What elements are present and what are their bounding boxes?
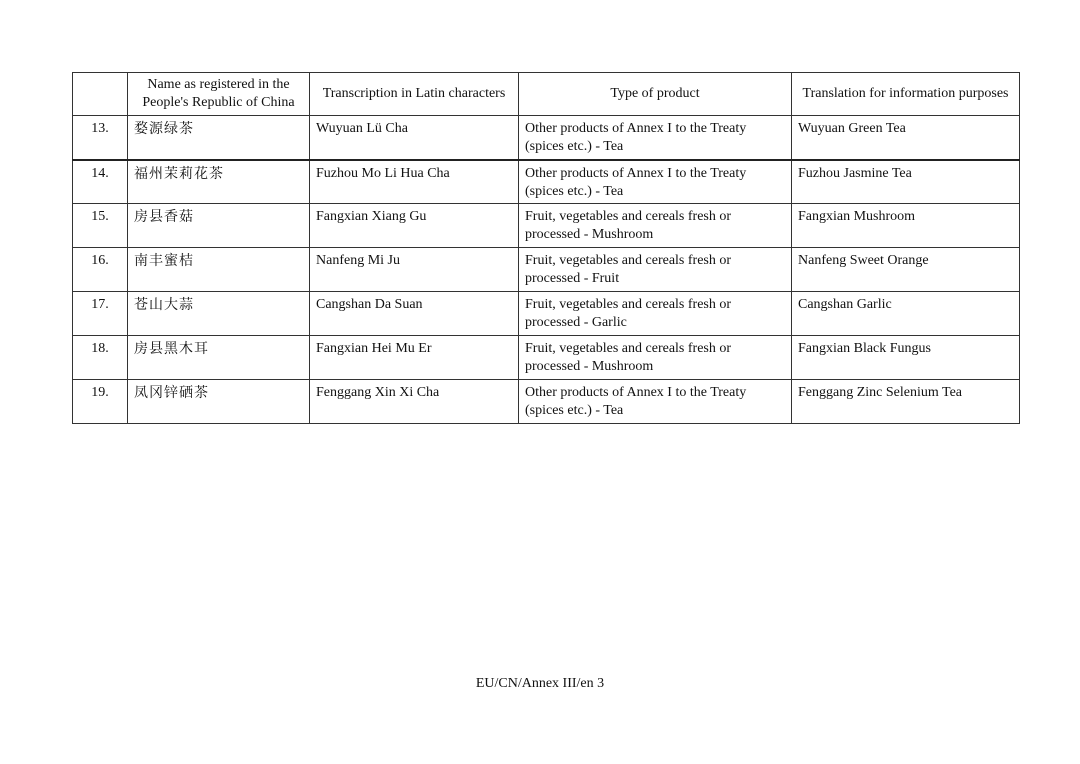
row-chinese-name: 房县黑木耳 bbox=[128, 336, 310, 380]
row-chinese-name: 苍山大蒜 bbox=[128, 292, 310, 336]
table-row bbox=[73, 380, 1020, 424]
header-translation: Translation for information purposes bbox=[792, 73, 1020, 116]
header-name-prc: Name as registered in the People's Republic of China bbox=[128, 73, 310, 116]
table-row bbox=[73, 292, 1020, 336]
row-chinese-name: 房县香菇 bbox=[128, 204, 310, 248]
geographical-indications-table bbox=[72, 72, 1020, 424]
table-row bbox=[73, 204, 1020, 248]
row-latin-transcription: Fangxian Xiang Gu bbox=[310, 204, 519, 248]
row-latin-transcription: Fangxian Hei Mu Er bbox=[310, 336, 519, 380]
row-translation: Nanfeng Sweet Orange bbox=[792, 248, 1020, 292]
row-number: 16. bbox=[73, 248, 128, 292]
row-number: 19. bbox=[73, 380, 128, 424]
row-translation: Wuyuan Green Tea bbox=[792, 116, 1020, 160]
row-number: 13. bbox=[73, 116, 128, 160]
row-latin-transcription: Cangshan Da Suan bbox=[310, 292, 519, 336]
table-row bbox=[73, 116, 1020, 160]
row-chinese-name: 凤冈锌硒茶 bbox=[128, 380, 310, 424]
table-row bbox=[73, 248, 1020, 292]
row-product-type: Fruit, vegetables and cereals fresh or processed - Garlic bbox=[519, 292, 792, 336]
page-footer-reference: EU/CN/Annex III/en 3 bbox=[475, 676, 605, 691]
row-latin-transcription: Nanfeng Mi Ju bbox=[310, 248, 519, 292]
row-product-type: Other products of Annex I to the Treaty (spices etc.) - Tea bbox=[519, 116, 792, 160]
row-product-type: Fruit, vegetables and cereals fresh or processed - Mushroom bbox=[519, 204, 792, 248]
header-type-of-product: Type of product bbox=[519, 73, 792, 116]
header-transcription: Transcription in Latin characters bbox=[310, 73, 519, 116]
row-translation: Fenggang Zinc Selenium Tea bbox=[792, 380, 1020, 424]
row-product-type: Other products of Annex I to the Treaty (spices etc.) - Tea bbox=[519, 380, 792, 424]
row-product-type: Other products of Annex I to the Treaty (spices etc.) - Tea bbox=[519, 160, 792, 204]
header-number bbox=[73, 73, 128, 116]
row-latin-transcription: Wuyuan Lü Cha bbox=[310, 116, 519, 160]
row-latin-transcription: Fenggang Xin Xi Cha bbox=[310, 380, 519, 424]
row-chinese-name: 婺源绿茶 bbox=[128, 116, 310, 160]
row-chinese-name: 南丰蜜桔 bbox=[128, 248, 310, 292]
row-chinese-name: 福州茉莉花茶 bbox=[128, 160, 310, 204]
table-header-row bbox=[73, 73, 1020, 116]
table-row bbox=[73, 160, 1020, 204]
table-row bbox=[73, 336, 1020, 380]
row-number: 14. bbox=[73, 160, 128, 204]
row-number: 18. bbox=[73, 336, 128, 380]
row-latin-transcription: Fuzhou Mo Li Hua Cha bbox=[310, 160, 519, 204]
row-translation: Fuzhou Jasmine Tea bbox=[792, 160, 1020, 204]
row-product-type: Fruit, vegetables and cereals fresh or processed - Mushroom bbox=[519, 336, 792, 380]
row-translation: Fangxian Mushroom bbox=[792, 204, 1020, 248]
row-translation: Cangshan Garlic bbox=[792, 292, 1020, 336]
row-number: 17. bbox=[73, 292, 128, 336]
row-number: 15. bbox=[73, 204, 128, 248]
row-translation: Fangxian Black Fungus bbox=[792, 336, 1020, 380]
row-product-type: Fruit, vegetables and cereals fresh or processed - Fruit bbox=[519, 248, 792, 292]
